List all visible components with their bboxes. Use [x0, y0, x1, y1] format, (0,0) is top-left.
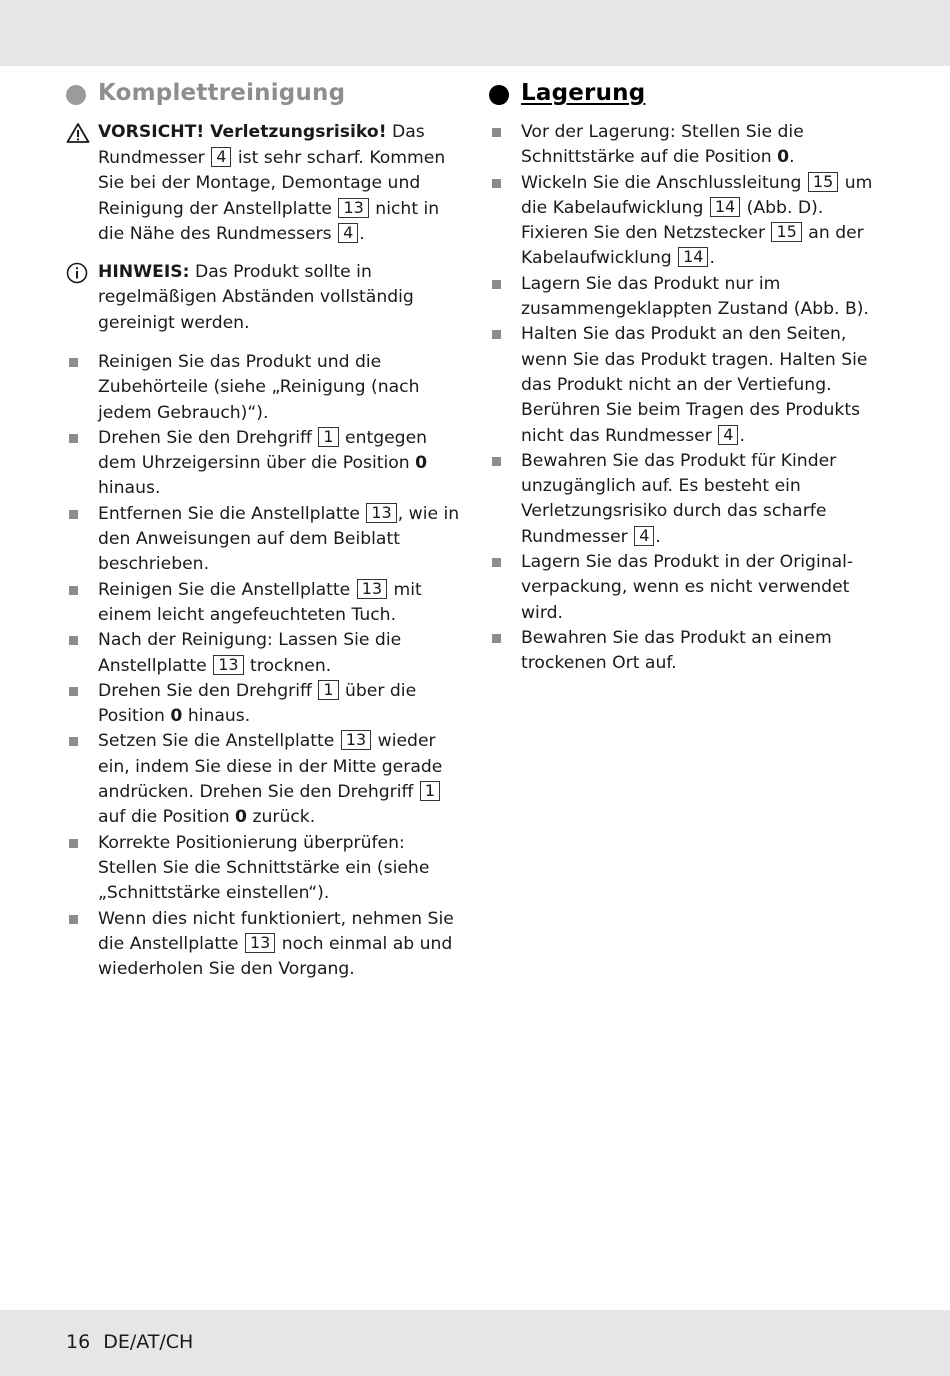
storage-steps-list — [489, 120, 894, 677]
position-zero: 0 — [415, 453, 428, 474]
square-bullet-icon — [69, 636, 78, 645]
position-zero: 0 — [170, 706, 183, 727]
step-text: wieder ein, indem Sie diese in der Mitte gerade andrücken. Drehen Sie den Drehgriff — [98, 731, 443, 803]
step-text: Bewahren Sie das Produkt an einem trockenen Ort auf. — [521, 627, 832, 674]
ref-number: 1 — [420, 781, 440, 801]
step-text: Drehen Sie den Drehgriff — [98, 680, 318, 701]
page-number: 16 — [66, 1331, 91, 1353]
list-item — [66, 628, 466, 679]
step-text: um die Kabelaufwicklung — [521, 172, 873, 218]
position-zero: 0 — [777, 147, 790, 168]
ref-number: 1 — [318, 680, 338, 700]
section-dot-icon — [66, 85, 86, 105]
section-heading-lagerung — [489, 80, 894, 112]
square-bullet-icon — [69, 510, 78, 519]
square-bullet-icon — [492, 280, 501, 289]
left-column — [66, 80, 466, 982]
list-item — [66, 679, 466, 730]
square-bullet-icon — [492, 330, 501, 339]
info-label: HINWEIS: — [98, 261, 190, 282]
info-text: Das Produkt sollte in regelmäßigen Abständen vollständig gereinigt werden. — [98, 261, 414, 333]
step-text: Wickeln Sie die Anschlussleitung — [521, 172, 807, 193]
step-text: Reinigen Sie die Anstellplatte — [98, 579, 356, 600]
list-item — [489, 626, 894, 677]
ref-number: 13 — [338, 198, 368, 218]
list-item — [66, 502, 466, 578]
square-bullet-icon — [492, 558, 501, 567]
ref-number: 14 — [710, 197, 740, 217]
position-zero: 0 — [235, 807, 248, 828]
ref-number: 4 — [338, 223, 358, 243]
cleaning-steps-list — [66, 350, 466, 982]
step-text: über die Position — [98, 680, 417, 727]
square-bullet-icon — [492, 634, 501, 643]
top-bar — [0, 0, 950, 66]
section-title: Komplettreinigung — [98, 80, 346, 106]
warning-text: ist sehr scharf. Kommen Sie bei der Montage, Demontage und Reinigung der Anstellplatte — [98, 147, 446, 219]
step-text: (Abb. D). Fixieren Sie den Netzstecker — [521, 197, 824, 244]
step-text: . — [709, 248, 715, 269]
step-text: Korrekte Positionierung überprüfen: Stellen Sie die Schnittstärke ein (siehe „Schnittstärke einstellen“). — [98, 832, 430, 904]
list-item — [489, 120, 894, 171]
warning-text: Das Rundmesser — [98, 122, 425, 168]
ref-number: 4 — [634, 526, 654, 546]
section-title: Lagerung — [521, 80, 646, 106]
step-text: auf die Position — [98, 807, 236, 828]
step-text: . — [655, 526, 661, 547]
warning-triangle-icon — [66, 122, 90, 144]
list-item — [489, 550, 894, 626]
step-text: mit einem leicht angefeuchteten Tuch. — [98, 579, 422, 625]
step-text: Vor der Lagerung: Stellen Sie die Schnittstärke auf die Position — [521, 122, 804, 168]
square-bullet-icon — [492, 457, 501, 466]
step-text: Reinigen Sie das Produkt und die Zubehörteile (siehe „Reinigung (nach jedem Gebrauch)“). — [98, 352, 420, 423]
page-footer — [66, 1331, 193, 1353]
step-text: Lagern Sie das Produkt in der Original-verpackung, wenn es nicht verwendet wird. — [521, 552, 854, 623]
step-text: Entfernen Sie die Anstellplatte — [98, 503, 366, 524]
square-bullet-icon — [69, 915, 78, 924]
step-text: Bewahren Sie das Produkt für Kinder unzugänglich auf. Es besteht ein Verletzungsrisiko durch das scharfe Rundmesser — [521, 450, 837, 547]
ref-number: 1 — [318, 427, 338, 447]
step-text: noch einmal ab und wiederholen Sie den Vorgang. — [98, 933, 453, 980]
step-text: entgegen dem Uhrzeigersinn über die Position — [98, 427, 428, 474]
ref-number: 13 — [341, 730, 371, 750]
ref-number: 14 — [678, 247, 708, 267]
ref-number: 13 — [213, 655, 243, 675]
language-codes: DE/AT/CH — [103, 1331, 194, 1353]
right-column — [489, 80, 894, 677]
square-bullet-icon — [492, 128, 501, 137]
square-bullet-icon — [69, 839, 78, 848]
step-text: Wenn dies nicht funktioniert, nehmen Sie die Anstellplatte — [98, 908, 454, 954]
warning-text: . — [359, 224, 365, 244]
list-item — [489, 449, 894, 550]
square-bullet-icon — [69, 737, 78, 746]
list-item — [66, 578, 466, 629]
step-text: Setzen Sie die Anstellplatte — [98, 731, 340, 752]
list-item — [66, 350, 466, 426]
info-circle-icon — [66, 262, 90, 284]
ref-number: 13 — [245, 933, 275, 953]
ref-number: 13 — [366, 503, 396, 523]
list-item — [66, 426, 466, 502]
step-text: Drehen Sie den Drehgriff — [98, 427, 318, 448]
list-item — [489, 322, 894, 448]
square-bullet-icon — [69, 687, 78, 696]
step-text: zurück. — [247, 807, 316, 828]
list-item — [489, 171, 894, 272]
ref-number: 4 — [211, 147, 231, 167]
square-bullet-icon — [492, 179, 501, 188]
step-text: . — [739, 425, 745, 446]
step-text: hinaus. — [98, 478, 161, 499]
list-item — [66, 907, 466, 983]
ref-number: 15 — [771, 222, 801, 242]
ref-number: 4 — [718, 425, 738, 445]
list-item — [66, 729, 466, 830]
section-heading-komplettreinigung — [66, 80, 466, 112]
square-bullet-icon — [69, 434, 78, 443]
warning-label: VORSICHT! Verletzungsrisiko! — [98, 122, 387, 142]
step-text: hinaus. — [182, 706, 251, 727]
step-text: an der Kabelaufwicklung — [521, 223, 864, 269]
step-text: Nach der Reinigung: Lassen Sie die Anstellplatte — [98, 630, 402, 676]
step-text: , wie in den Anweisungen auf dem Beiblatt beschrieben. — [98, 503, 460, 575]
step-text: Lagern Sie das Produkt nur im zusammengeklappten Zustand (Abb. B). — [521, 273, 869, 320]
section-dot-icon — [489, 85, 509, 105]
warning-text: nicht in die Nähe des Rundmessers — [98, 198, 440, 244]
list-item — [489, 272, 894, 323]
square-bullet-icon — [69, 586, 78, 595]
info-notice — [66, 260, 466, 337]
warning-notice — [66, 120, 466, 248]
ref-number: 15 — [808, 172, 838, 192]
step-text: Halten Sie das Produkt an den Seiten, wenn Sie das Produkt tragen. Halten Sie das Produkt nicht an der Vertiefung. Berühren Sie beim Tragen des Produkts nicht das Rundmesser — [521, 324, 868, 446]
square-bullet-icon — [69, 358, 78, 367]
step-text: trocknen. — [244, 655, 332, 676]
list-item — [66, 831, 466, 907]
ref-number: 13 — [357, 579, 387, 599]
step-text: . — [789, 147, 795, 168]
